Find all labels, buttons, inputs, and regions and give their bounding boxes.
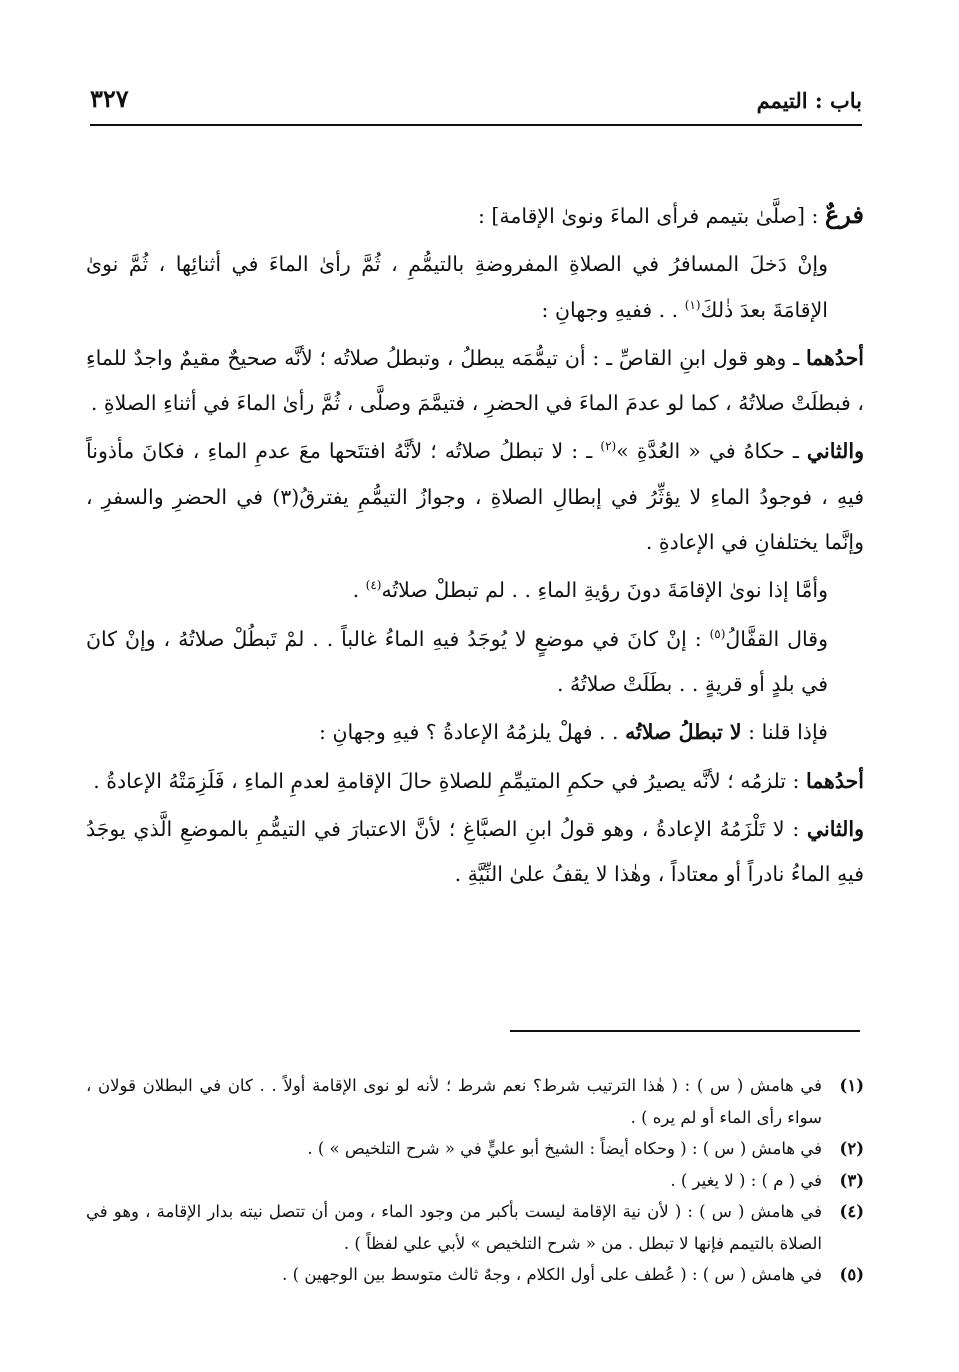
main-text [86,192,864,900]
paragraph-text: وقال القفَّالُ [725,626,828,651]
footnote [86,1196,864,1259]
footnote [86,1070,864,1133]
paragraph-text: : تلزمُه ؛ لأنَّه يصيرُ في حكمِ المتيمِّمِ للصلاةِ حالَ الإقامةِ لعدمِ الماءِ ، فَلَزِمَتْهُ الإعادةُ . [93,768,806,793]
section-heading [86,192,864,239]
footnote-text: في هامش ( س ) : ( وحكاه أيضاً : الشيخ أبو عليٍّ في « شرح التلخيص » ) . [307,1139,822,1158]
footnote-ref[interactable]: (١) [684,297,701,312]
footnote-number: (١) [839,1076,864,1095]
paragraph-text: ـ حكاهُ في « العُدَّةِ » [616,439,807,464]
section-text: : [صلَّىٰ بتيمم فرأى الماءَ ونوىٰ الإقامة] : [477,204,825,228]
header-divider [90,124,862,126]
paragraph-lead: والثاني [806,439,864,464]
paragraph-bold: لا تبطلُ صلاتُه [625,720,742,745]
paragraph-text-after: : إنْ كانَ في موضعٍ لا يُوجَدُ فيهِ الماءُ غالباً . . لمْ تَبطُلْ صلاتُهُ ، وإنْ كانَ في بلدٍ أو قريةٍ . . بطَلَتْ صلاتُهُ . [86,626,828,696]
footnote-number: (٢) [839,1139,864,1158]
footnote-ref[interactable]: (٥) [709,626,726,641]
paragraph [86,429,864,565]
paragraph-text: وأمَّا إذا نوىٰ الإقامَةَ دونَ رؤيةِ الماءِ . . لم تبطلْ صلاتُه [381,578,828,603]
footnote [86,1165,864,1197]
chapter-title: باب : التيمم [756,88,862,113]
footnote [86,1259,864,1291]
footnote-divider [510,1030,860,1032]
page-number: ٣٢٧ [90,84,129,113]
paragraph-text-after: ـ : لا تبطلُ صلاتُه ؛ لأنَّهُ افتتَحها معَ عدمِ الماءِ ، فكانَ مأذوناً فيهِ ، فوجودُ الماءِ لا يؤثِّرُ في إبطالِ الصلاةِ ، وجوازُ التيمُّمِ يفترقُ(٣) في الحضرِ والسفرِ ، وإنَّما يختلفانِ في الإعادةِ . [86,439,864,555]
paragraph-text: فإذا قلنا : [741,720,828,745]
paragraph-lead: أحدُهما [805,345,864,370]
section-lead: فرعٌ [824,200,864,229]
page-header [90,84,862,120]
footnote-text: في ( م ) : ( لا يغير ) . [670,1170,822,1190]
footnote-ref[interactable]: (٤) [365,578,382,593]
footnote-number: (٤) [839,1202,864,1221]
footnote-number: (٣) [839,1170,864,1190]
footnotes [86,1070,864,1291]
paragraph-lead: والثاني [806,816,864,841]
paragraph [86,568,864,613]
paragraph-text: وإنْ دَخلَ المسافرُ في الصلاةِ المفروضةِ بالتيمُّمِ ، ثُمَّ رأىٰ الماءَ في أثنائِها ، ثُمَّ نوىٰ الإقامَةَ بعدَ ذٰلكَ [86,252,828,322]
paragraph-text-after: . . ففيهِ وجهانِ : [541,297,685,322]
footnote-text: في هامش ( س ) : ( هٰذا الترتيب شرط؟ نعم شرط ؛ لأنه لو نوى الإقامة أولاً . . كان في البطلان قولان ، سواء رأى الماء أو لم يره ) . [86,1076,822,1127]
footnote-text: في هامش ( س ) : ( عُطف على أول الكلام ، وجهٌ ثالث متوسط بين الوجهين ) . [282,1265,822,1284]
paragraph-text-after: . . فهلْ يلزمُهُ الإعادةُ ؟ فيهِ وجهانِ : [319,720,626,745]
paragraph [86,242,864,333]
footnote-number: (٥) [839,1265,864,1284]
footnote-text: في هامش ( س ) : ( لأن نية الإقامة ليست بأكبر من وجود الماء ، ومن أن تتصل نيته بدار الإقامة ، وهو في الصلاة بالتيمم فإنها لا تبطل . من « شرح التلخيص » لأبي علي لفظاً ) . [86,1202,822,1253]
paragraph-text: : لا تَلْزَمُهُ الإعادةُ ، وهو قولُ ابنِ الصبَّاغِ ؛ لأنَّ الاعتبارَ في التيمُّمِ بالموضعِ الَّذي يوجَدُ فيهِ الماءُ نادراً أو معتاداً ، وهٰذا لا يقفُ علىٰ النِّيَّةِ . [86,816,864,887]
footnote-ref[interactable]: (٢) [600,439,617,454]
paragraph [86,617,864,708]
paragraph-lead: أحدُهما [805,768,864,793]
footnote [86,1133,864,1165]
paragraph-text: ـ وهو قول ابنِ القاصِّ ـ : أن تيمُّمَه يبطلُ ، وتبطلُ صلاتُه ؛ لأنَّه صحيحٌ مقيمٌ واجدٌ للماءِ ، فبطلَتْ صلاتُهُ ، كما لو عدمَ الماءَ في الحضرِ ، فتيمَّمَ وصلَّى ، ثُمَّ رأىٰ الماءَ في أثناءِ الصلاةِ . [86,345,864,416]
paragraph [86,336,864,427]
paragraph [86,807,864,898]
paragraph [86,710,864,755]
paragraph [86,759,864,804]
paragraph-text-after: . [352,578,366,603]
